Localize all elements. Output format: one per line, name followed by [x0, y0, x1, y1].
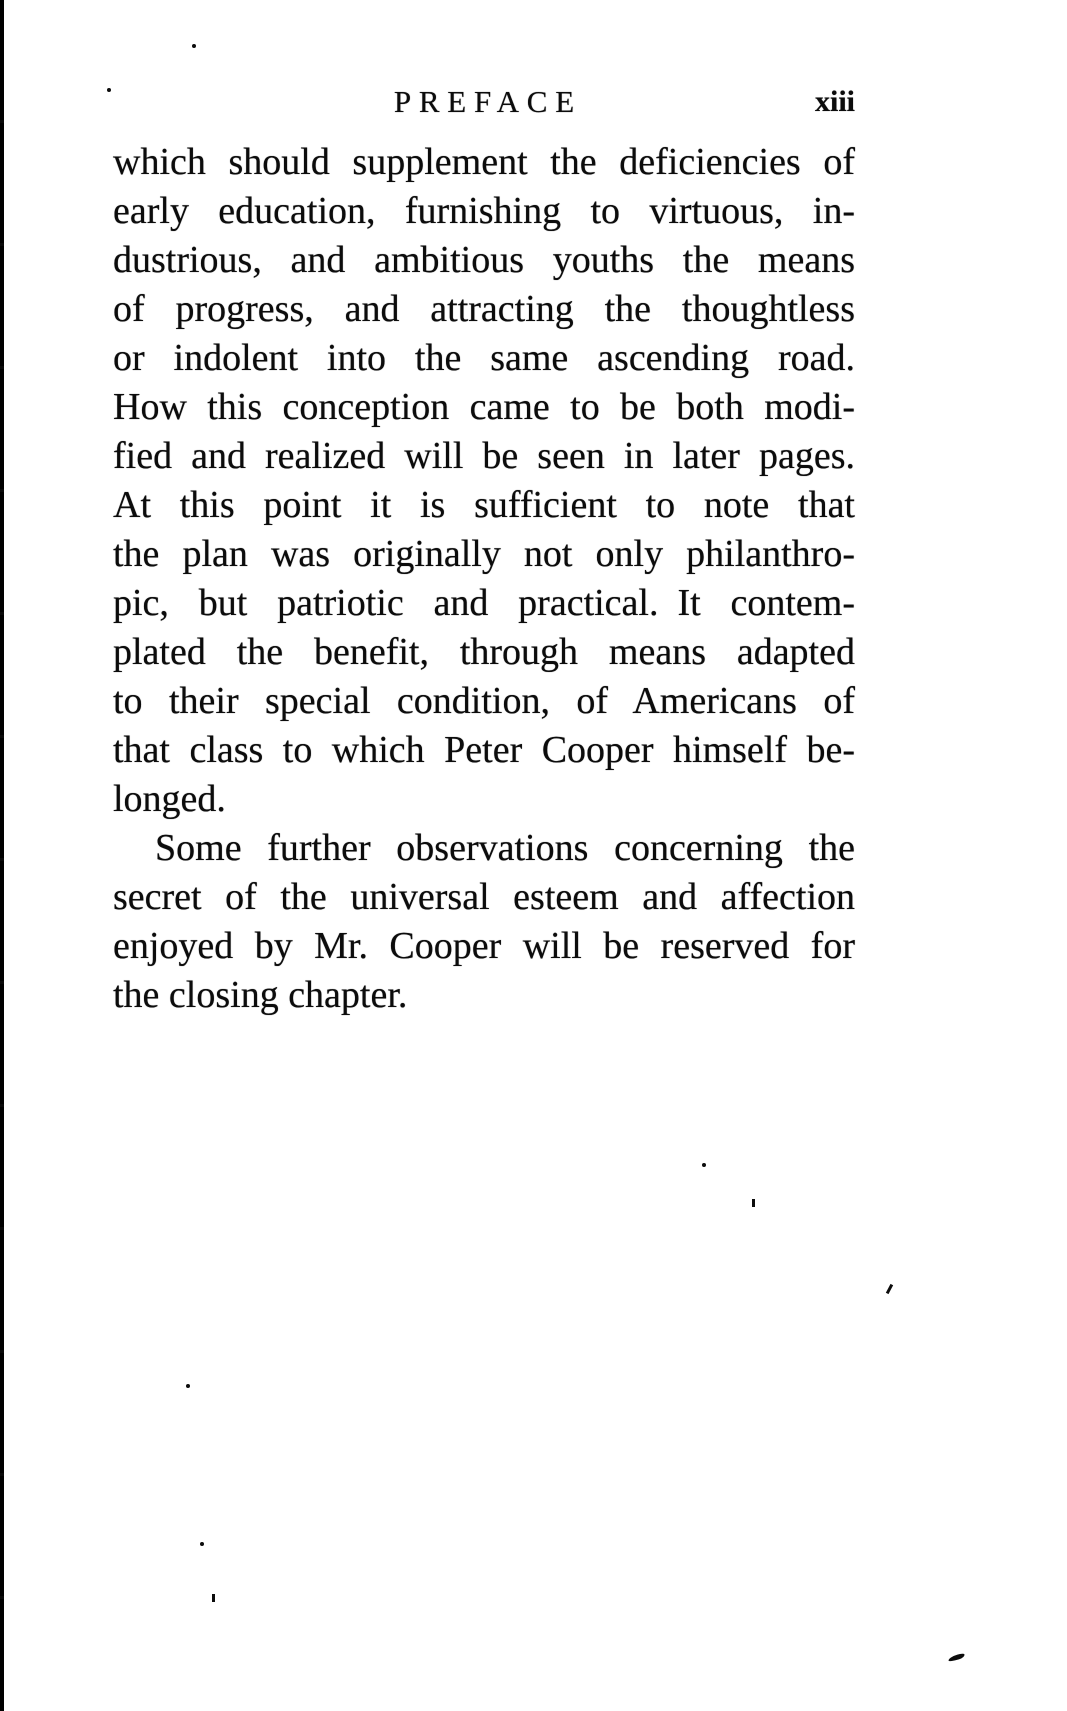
scan-speck: [107, 88, 111, 92]
scan-edge-bar: [0, 0, 4, 1711]
text-line: secret of the universal esteem and affection: [113, 876, 855, 918]
text-line: fied and realized will be seen in later pages.: [113, 435, 855, 477]
scan-speck: [948, 1653, 966, 1662]
scan-speck: [212, 1594, 215, 1602]
scan-speck: [200, 1542, 204, 1546]
text-line: early education, furnishing to virtuous, in-: [113, 190, 855, 232]
text-line: plated the benefit, through means adapted: [113, 631, 855, 673]
paragraph: [113, 824, 855, 1020]
text-line: enjoyed by Mr. Cooper will be reserved for: [113, 925, 855, 967]
scan-speck: [186, 1384, 190, 1388]
page-body: [113, 138, 855, 1020]
text-line: or indolent into the same ascending road.: [113, 337, 855, 379]
text-line: longed.: [113, 778, 226, 820]
text-line: to their special condition, of Americans of: [113, 680, 855, 722]
text-line: At this point it is sufficient to note that: [113, 484, 855, 526]
page-title: PREFACE: [393, 84, 582, 119]
text-line: How this conception came to be both modi-: [113, 386, 855, 428]
text-line: of progress, and attracting the thoughtless: [113, 288, 855, 330]
text-line: pic, but patriotic and practical. It contem-: [113, 582, 855, 624]
page-header: [113, 84, 855, 124]
text-line: Some further observations concerning the: [155, 827, 855, 869]
text-line: which should supplement the deficiencies of: [113, 141, 855, 183]
text-line: that class to which Peter Cooper himself be-: [113, 729, 855, 771]
text-line: the plan was originally not only philanthro-: [113, 533, 855, 575]
scan-speck: [752, 1199, 755, 1207]
paragraph: [113, 138, 855, 824]
page-number: xiii: [814, 85, 855, 118]
text-line: the closing chapter.: [113, 974, 408, 1016]
scan-speck: [192, 44, 196, 48]
scan-speck: [886, 1284, 893, 1294]
scan-speck: [702, 1163, 706, 1167]
text-line: dustrious, and ambitious youths the means: [113, 239, 855, 281]
